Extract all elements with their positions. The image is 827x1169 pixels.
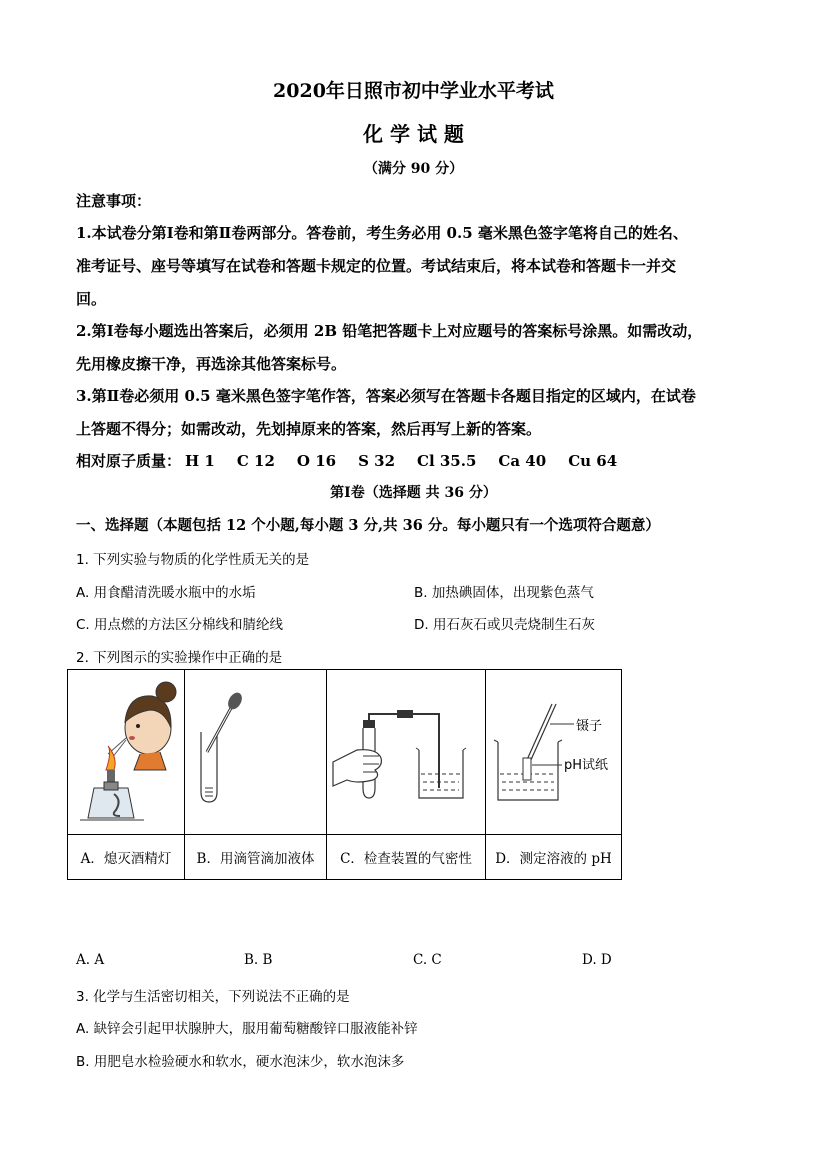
figure-a-cell: [68, 670, 185, 835]
section-1-heading: 一、选择题（本题包括 12 个小题,每小题 3 分,共 36 分。每小题只有一个选项符合题意）: [76, 517, 660, 534]
label-tweezers: 镊子: [576, 719, 603, 734]
notice-item-1-line-3: 回。: [76, 290, 107, 308]
caption-d: D．测定溶液的 pH: [486, 835, 622, 880]
caption-c: C．检查装置的气密性: [327, 835, 486, 880]
figure-c-cell: [327, 670, 486, 835]
exam-subject: 化 学 试 题: [363, 122, 464, 146]
notice-heading: 注意事项：: [76, 192, 152, 210]
q2-choice-c: C. C: [413, 952, 442, 968]
atomic-mass-cu: Cu 64: [568, 452, 618, 470]
atomic-mass-s: S 32: [358, 452, 396, 470]
q1-stem: 1. 下列实验与物质的化学性质无关的是: [76, 552, 310, 568]
notice-item-1-line-2: 准考证号、座号等填写在试卷和答题卡规定的位置。考试结束后，将本试卷和答题卡一并交: [76, 257, 677, 275]
label-ph-paper: pH试纸: [564, 758, 609, 773]
q3-option-a: A. 缺锌会引起甲状腺肿大，服用葡萄糖酸锌口服液能补锌: [76, 1021, 418, 1037]
figure-d-cell: [486, 670, 622, 835]
full-score: （满分 90 分）: [363, 161, 464, 177]
q1-option-d: D. 用石灰石或贝壳烧制生石灰: [414, 617, 595, 633]
caption-a: A．熄灭酒精灯: [68, 835, 185, 880]
q2-choice-a: A. A: [76, 952, 105, 968]
atomic-mass-o: O 16: [296, 452, 337, 470]
notice-item-3-line-1: 3.第Ⅱ卷必须用 0.5 毫米黑色签字笔作答，答案必须写在答题卡各题目指定的区域内，在试卷: [76, 387, 696, 405]
exam-title: 2020年日照市初中学业水平考试: [273, 80, 554, 102]
q2-choice-d: D. D: [582, 952, 612, 968]
dropper-illustration: [185, 670, 326, 830]
atomic-mass-line: [76, 450, 639, 471]
atomic-mass-ca: Ca 40: [498, 452, 547, 470]
q3-stem: 3. 化学与生活密切相关，下列说法不正确的是: [76, 989, 350, 1005]
extinguish-lamp-illustration: [68, 670, 184, 830]
atomic-mass-h: H 1: [185, 452, 215, 470]
part-1-heading: 第Ⅰ卷（选择题 共 36 分）: [330, 485, 497, 501]
notice-item-3-line-2: 上答题不得分；如需改动，先划掉原来的答案，然后再写上新的答案。: [76, 420, 542, 438]
q1-option-a: A. 用食醋清洗暖水瓶中的水垢: [76, 585, 256, 601]
atomic-mass-c: C 12: [236, 452, 275, 470]
airtightness-check-illustration: [327, 670, 485, 830]
q2-figure-table: [67, 669, 622, 880]
q1-option-c: C. 用点燃的方法区分棉线和腈纶线: [76, 617, 284, 633]
atomic-mass-cl: Cl 35.5: [417, 452, 477, 470]
q3-option-b: B. 用肥皂水检验硬水和软水，硬水泡沫少，软水泡沫多: [76, 1054, 405, 1070]
q1-option-b: B. 加热碘固体，出现紫色蒸气: [414, 585, 594, 601]
figure-b-cell: [185, 670, 327, 835]
notice-item-2-line-1: 2.第Ⅰ卷每小题选出答案后，必须用 2B 铅笔把答题卡上对应题号的答案标号涂黑。如需改动，: [76, 322, 703, 340]
notice-item-1-line-1: 1.本试卷分第Ⅰ卷和第Ⅱ卷两部分。答卷前，考生务必用 0.5 毫米黑色签字笔将自己的姓名、: [76, 224, 688, 242]
atomic-mass-label: 相对原子质量：: [76, 452, 182, 470]
q2-choice-b: B. B: [244, 952, 273, 968]
notice-item-2-line-2: 先用橡皮擦干净，再选涂其他答案标号。: [76, 355, 347, 373]
ph-test-illustration: [486, 670, 621, 830]
q2-stem: 2. 下列图示的实验操作中正确的是: [76, 650, 283, 666]
caption-b: B．用滴管滴加液体: [185, 835, 327, 880]
